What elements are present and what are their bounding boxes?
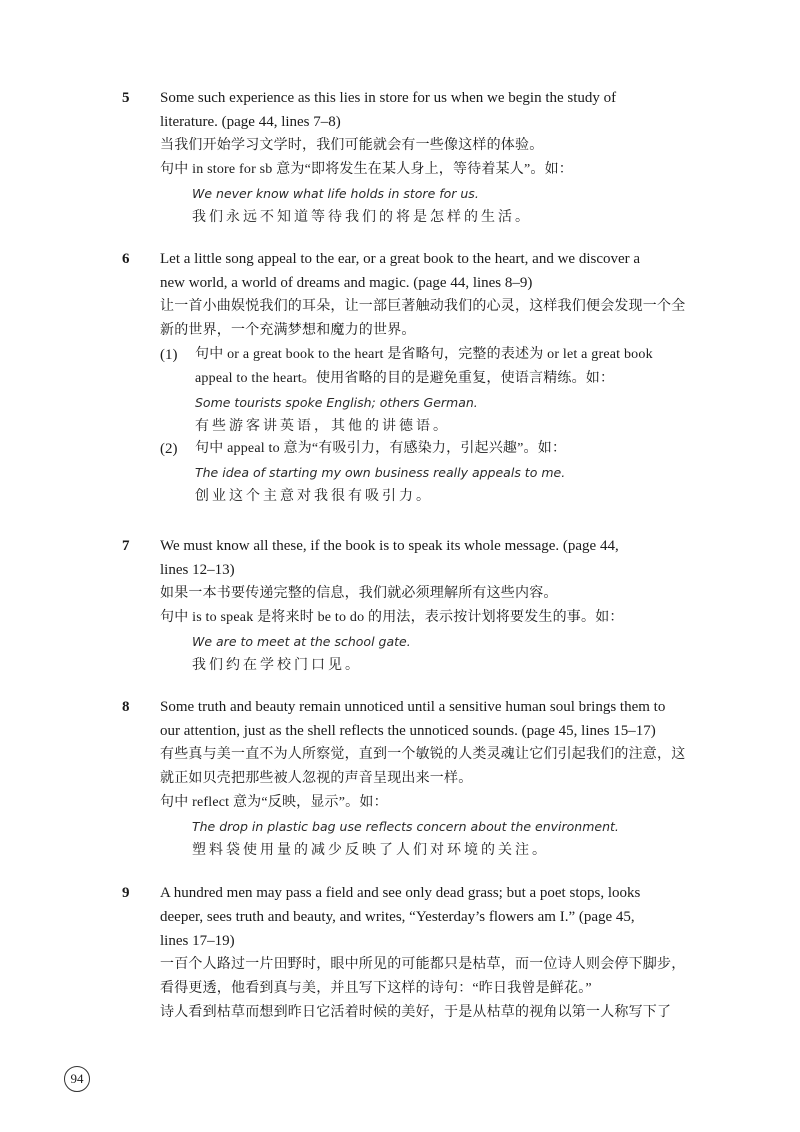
entry-line: 句中 reflect 意为“反映，显示”。如： xyxy=(160,795,388,810)
entry-number: 6 xyxy=(122,251,130,267)
entry-line: A hundred men may pass a field and see only dead grass; but a poet stops, looks xyxy=(160,885,641,901)
entry-line: 让一首小曲娱悦我们的耳朵，让一部巨著触动我们的心灵，这样我们便会发现一个全 xyxy=(160,299,686,314)
entry-line: 就正如贝壳把那些被人忽视的声音呈现出来一样。 xyxy=(160,771,473,786)
example-chinese: 我们约在学校门口见。 xyxy=(192,657,362,673)
note-entry-8 xyxy=(122,696,686,862)
entry-line: new world, a world of dreams and magic. (page 44, lines 8–9) xyxy=(160,275,533,291)
entry-line: 句中 in store for sb 意为“即将发生在某人身上，等待着某人”。如： xyxy=(160,162,574,177)
example-chinese: 我们永远不知道等待我们的将是怎样的生活。 xyxy=(192,209,532,225)
note-entry-5 xyxy=(122,87,682,229)
entry-line: Some such experience as this lies in store for us when we begin the study of xyxy=(160,90,617,106)
entry-line: We must know all these, if the book is to speak its whole message. (page 44, xyxy=(160,538,619,554)
entry-line: Some truth and beauty remain unnoticed until a sensitive human soul brings them to xyxy=(160,699,666,715)
entry-number: 9 xyxy=(122,885,130,901)
example-chinese: 塑料袋使用量的减少反映了人们对环境的关注。 xyxy=(192,842,549,858)
note-entry-6 xyxy=(122,248,686,508)
entry-line: 句中 is to speak 是将来时 be to do 的用法，表示按计划将要发生的事。如： xyxy=(160,610,624,625)
entry-line: 当我们开始学习文学时，我们可能就会有一些像这样的体验。 xyxy=(160,138,544,153)
sub-note-number: (2) xyxy=(160,441,178,457)
entry-line: deeper, sees truth and beauty, and writes, “Yesterday’s flowers am I.” (page 45, xyxy=(160,909,635,925)
entry-line: lines 12–13) xyxy=(160,562,235,578)
entry-line: our attention, just as the shell reflects the unnoticed sounds. (page 45, lines 15–17) xyxy=(160,723,656,739)
example-english: We never know what life holds in store for us. xyxy=(192,186,479,201)
note-entry-9 xyxy=(122,882,686,1026)
entry-line: 有些真与美一直不为人所察觉，直到一个敏锐的人类灵魂让它们引起我们的注意，这 xyxy=(160,747,686,762)
entry-line: literature. (page 44, lines 7–8) xyxy=(160,114,341,130)
example-english: The drop in plastic bag use reflects concern about the environment. xyxy=(192,819,619,834)
entry-line: lines 17–19) xyxy=(160,933,235,949)
entry-line: 句中 appeal to 意为“有吸引力，有感染力，引起兴趣”。如： xyxy=(195,441,567,456)
entry-line: 如果一本书要传递完整的信息，我们就必须理解所有这些内容。 xyxy=(160,586,558,601)
entry-line: appeal to the heart。使用省略的目的是避免重复，使语言精练。如： xyxy=(195,371,615,386)
sub-note-2 xyxy=(160,438,682,508)
entry-number: 8 xyxy=(122,699,130,715)
entry-line: 诗人看到枯草而想到昨日它活着时候的美好，于是从枯草的视角以第一人称写下了 xyxy=(160,1005,672,1020)
example-english: Some tourists spoke English; others German. xyxy=(195,395,478,410)
example-english: The idea of starting my own business really appeals to me. xyxy=(195,465,566,480)
sub-note-number: (1) xyxy=(160,347,178,363)
note-entry-7 xyxy=(122,535,682,677)
example-chinese: 有些游客讲英语，其他的讲德语。 xyxy=(195,418,450,434)
entry-number: 5 xyxy=(122,90,130,106)
example-english: We are to meet at the school gate. xyxy=(192,634,411,649)
entry-number: 7 xyxy=(122,538,130,554)
example-chinese: 创业这个主意对我很有吸引力。 xyxy=(195,488,433,504)
entry-line: Let a little song appeal to the ear, or a great book to the heart, and we discover a xyxy=(160,251,641,267)
entry-line: 句中 or a great book to the heart 是省略句，完整的表述为 or let a great book xyxy=(195,347,653,362)
page-number: 94 xyxy=(64,1066,90,1092)
entry-line: 新的世界，一个充满梦想和魔力的世界。 xyxy=(160,323,416,338)
sub-note-1 xyxy=(160,344,682,438)
entry-line: 一百个人路过一片田野时，眼中所见的可能都只是枯草，而一位诗人则会停下脚步， xyxy=(160,957,686,972)
entry-line: 看得更透，他看到真与美，并且写下这样的诗句：“昨日我曾是鲜花。” xyxy=(160,981,592,996)
